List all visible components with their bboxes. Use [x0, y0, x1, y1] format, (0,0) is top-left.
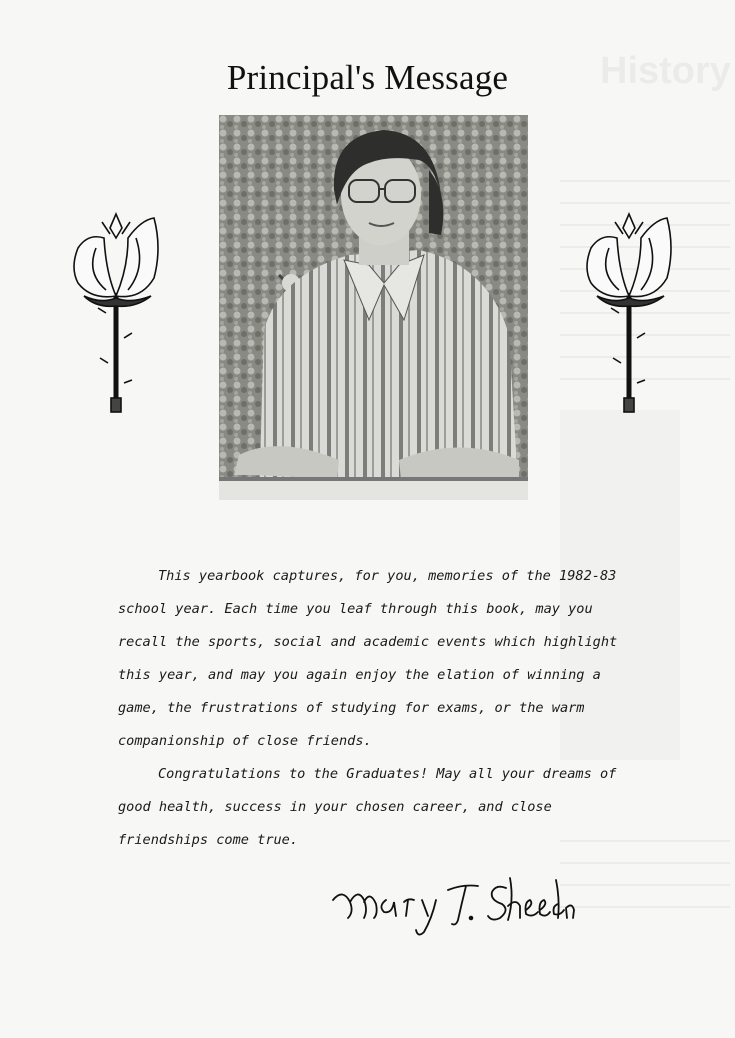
- message-paragraph: This yearbook captures, for you, memories of the 1982-83 school year. Each time you leaf through this book, may you recall the sports, social and academic events which highlight this year, and may you again enjoy the elation of winning a game, the frustrations of studying for exams, or the warm companionship of close friends.: [118, 568, 618, 749]
- signature: [328, 870, 578, 940]
- principal-message: [118, 560, 638, 857]
- principal-photo: [219, 115, 528, 500]
- message-paragraph: Congratulations to the Graduates! May all your dreams of good health, success in your chosen career, and close friendships come true.: [118, 766, 617, 848]
- page-title: Principal's Message: [226, 58, 509, 97]
- rose-icon: [579, 208, 679, 418]
- rose-icon: [66, 208, 166, 418]
